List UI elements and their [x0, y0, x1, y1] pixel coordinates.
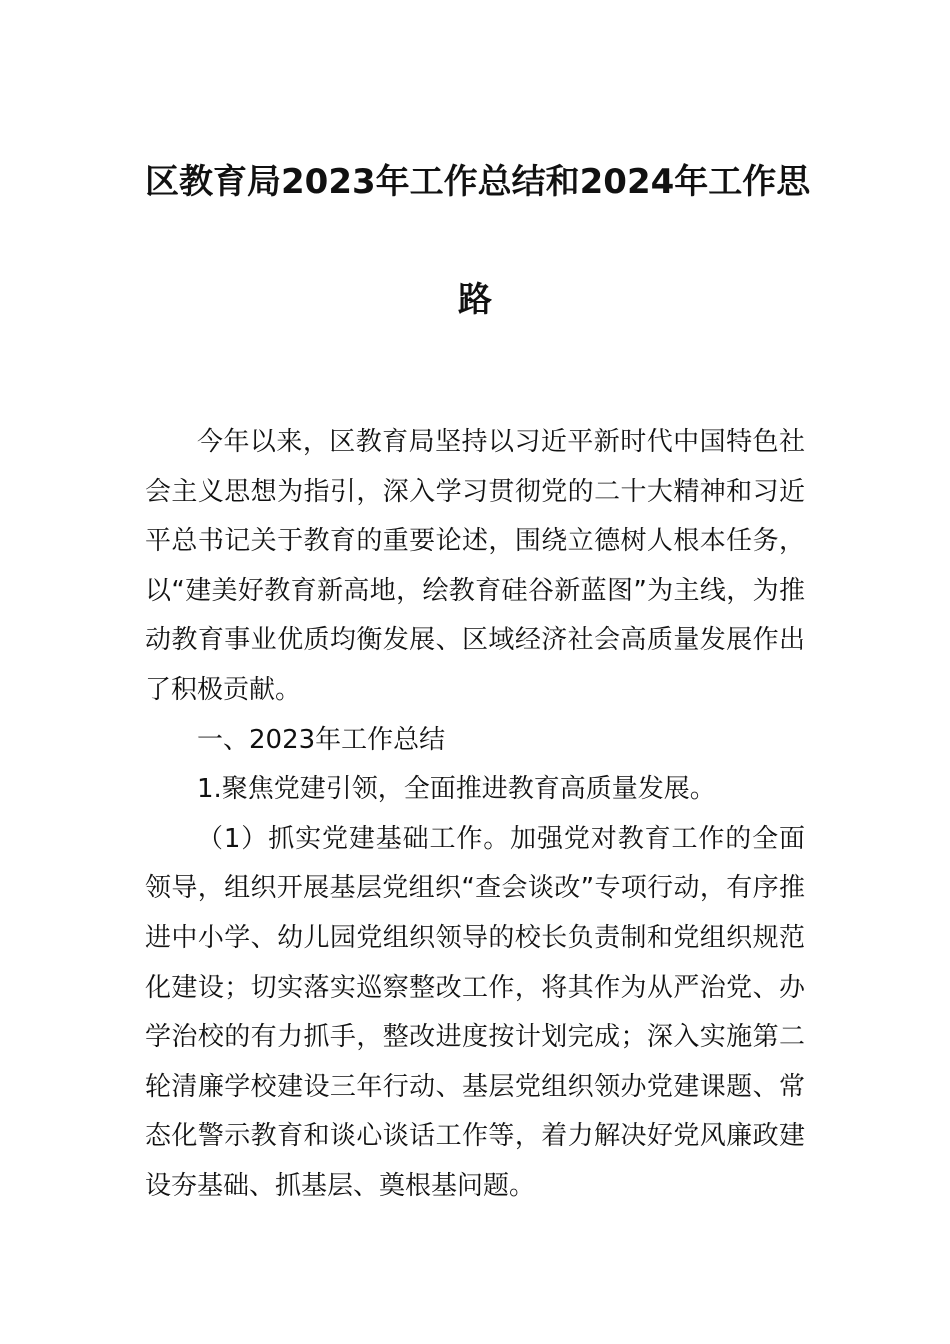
section-heading: 一、2023年工作总结 — [197, 724, 446, 755]
body-paragraph: （1）抓实党建基础工作。加强党对教育工作的全面领导，组织开展基层党组织“查会谈改”专项行动，有序推进中小学、幼儿园党组织领导的校长负责制和党组织规范化建设；切实落实巡察整改工作，将其作为从严治党、办学治校的有力抓手，整改进度按计划完成；深入实施第二轮清廉学校建设三年行动、基层党组织领办党建课题、常态化警示教育和谈心谈话工作等，着力解决好党风廉政建设夯基础、抓基层、奠根基问题。 — [145, 823, 805, 1201]
document-title-line-2: 路 — [458, 280, 492, 320]
document-title-line-1: 区教育局2023年工作总结和2024年工作思 — [145, 162, 811, 202]
document-body — [145, 418, 805, 1212]
subsection-heading: 1.聚焦党建引领，全面推进教育高质量发展。 — [197, 774, 716, 805]
intro-paragraph: 今年以来，区教育局坚持以习近平新时代中国特色社会主义思想为指引，深入学习贯彻党的二十大精神和习近平总书记关于教育的重要论述，围绕立德树人根本任务，以“建美好教育新高地，绘教育硅谷新蓝图”为主线，为推动教育事业优质均衡发展、区域经济社会高质量发展作出了积极贡献。 — [145, 427, 805, 705]
